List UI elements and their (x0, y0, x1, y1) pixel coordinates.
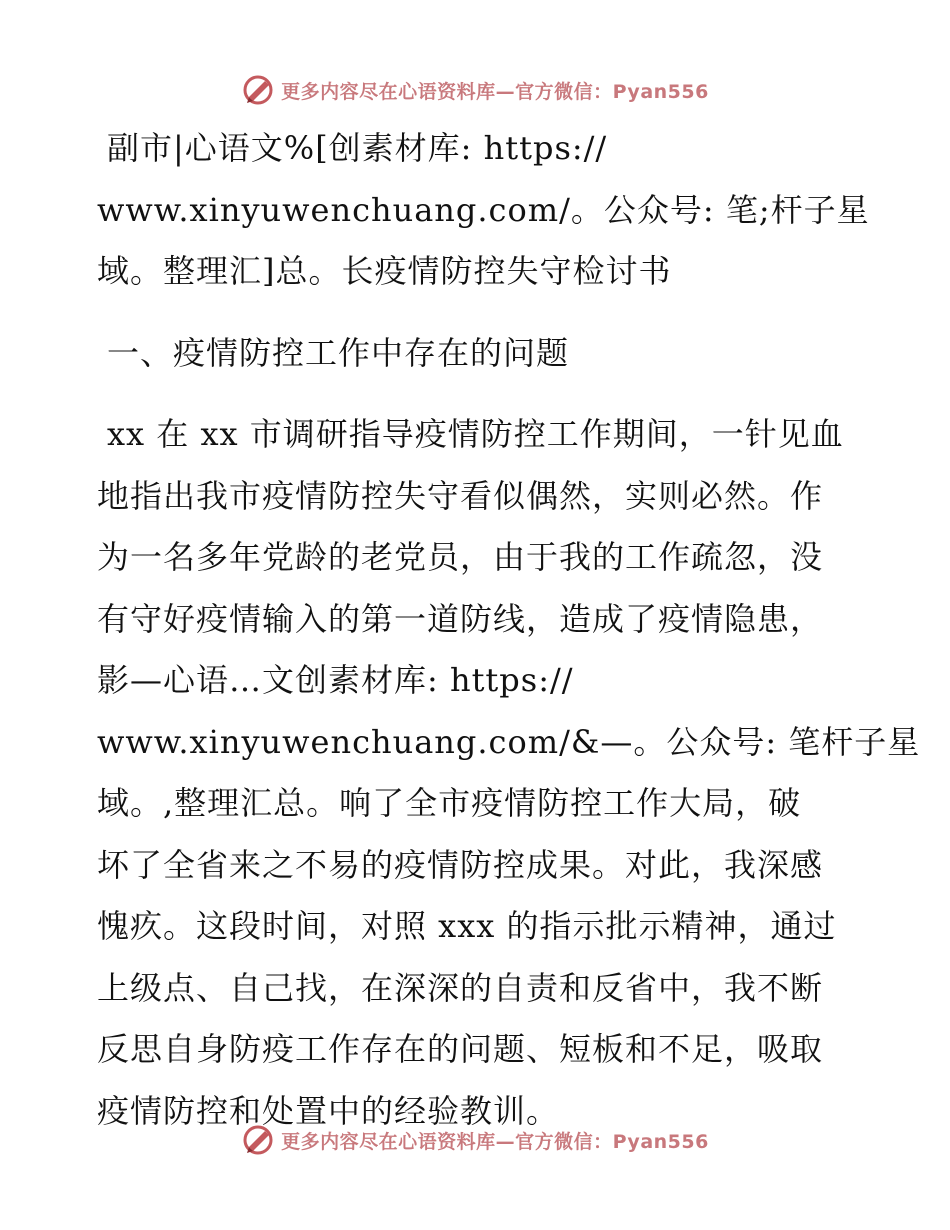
text-line: xx 在 xx 市调研指导疫情防控工作期间，一针见血 (107, 415, 844, 453)
text-line: 为一名多年党龄的老党员，由于我的工作疏忽，没 (97, 538, 824, 576)
text-line: 反思自身防疫工作存在的问题、短板和不足，吸取 (97, 1030, 824, 1068)
text-line: 域。整理汇]总。长疫情防控失守检讨书 (97, 252, 672, 290)
pen-logo-icon (241, 73, 275, 107)
text-line: 地指出我市疫情防控失守看似偶然，实则必然。作 (97, 476, 824, 515)
section-heading (97, 323, 867, 385)
text-line: www.xinyuwenchuang.com/&—。公众号: 笔杆子星 (97, 722, 921, 761)
watermark-banner-top (0, 70, 950, 110)
text-line: 疫情防控和处置中的经验教训。 (97, 1091, 560, 1130)
text-line: 坏了全省来之不易的疫情防控成果。对此，我深感 (97, 845, 824, 884)
paragraph-body (97, 404, 921, 1142)
text-line: 上级点、自己找，在深深的自责和反省中，我不断 (97, 968, 824, 1007)
text-line: 副市|心语文%[创素材库: https:// (107, 129, 608, 167)
pen-logo-icon (241, 1123, 275, 1157)
document-body (97, 118, 921, 1142)
text-line: 愧疚。这段时间，对照 xxx 的指示批示精神，通过 (97, 907, 837, 945)
watermark-text: 更多内容尽在心语资料库—官方微信：Pyan556 (281, 1130, 709, 1153)
text-line: 域。,整理汇总。响了全市疫情防控工作大局，破 (97, 784, 802, 822)
paragraph-intro (97, 118, 870, 303)
text-line: www.xinyuwenchuang.com/。公众号: 笔;杆子星 (97, 190, 870, 229)
text-line: 有守好疫情输入的第一道防线，造成了疫情隐患， (97, 599, 824, 638)
text-line: 影—心语…文创素材库: https:// (97, 661, 574, 699)
watermark-banner-bottom (0, 1120, 950, 1160)
watermark-text: 更多内容尽在心语资料库—官方微信：Pyan556 (281, 80, 709, 103)
heading-line: 一、疫情防控工作中存在的问题 (107, 333, 570, 372)
